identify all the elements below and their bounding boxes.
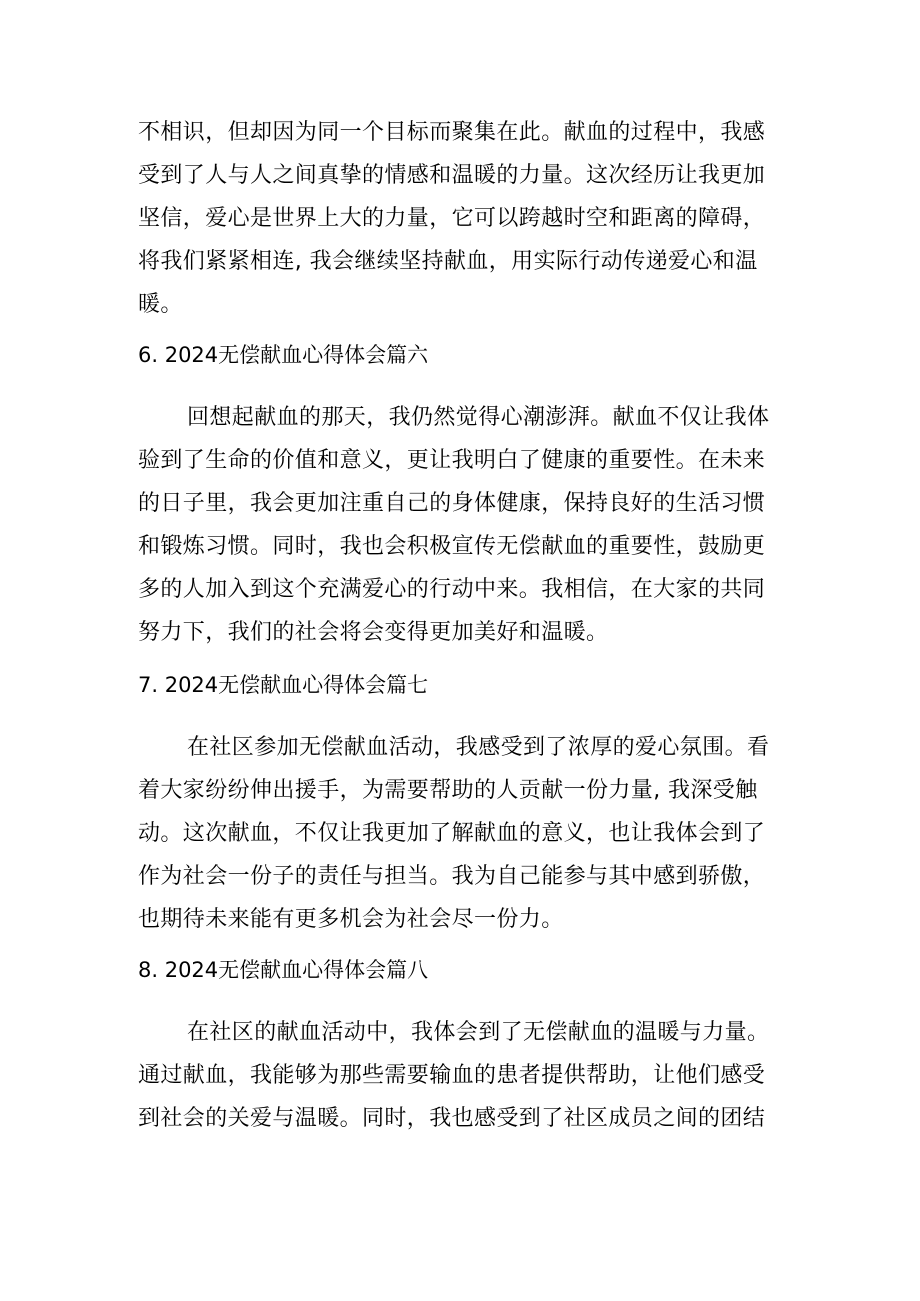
paragraph-line: 着大家纷纷伸出援手，为需要帮助的人贡献一份力量, 我深受触 (138, 778, 758, 803)
paragraph-line: 动。这次献血，不仅让我更加了解献血的意义，也让我体会到了 (138, 821, 766, 846)
paragraph-line: 坚信，爱心是世界上大的力量，它可以跨越时空和距离的障碍， (138, 206, 766, 231)
paragraph-line: 在社区的献血活动中，我体会到了无偿献血的温暖与力量。 (187, 1020, 770, 1045)
paragraph-line: 努力下，我们的社会将会变得更加美好和温暖。 (138, 620, 609, 645)
paragraph-line: 到社会的关爱与温暖。同时，我也感受到了社区成员之间的团结 (138, 1106, 766, 1131)
section-heading: 7. 2024无偿献血心得体会篇七 (138, 673, 429, 697)
section-heading: 8. 2024无偿献血心得体会篇八 (138, 958, 429, 982)
paragraph-line: 多的人加入到这个充满爱心的行动中来。我相信，在大家的共同 (138, 577, 766, 602)
paragraph-line: 受到了人与人之间真挚的情感和温暖的力量。这次经历让我更加 (138, 163, 766, 188)
paragraph-line: 验到了生命的价值和意义，更让我明白了健康的重要性。在未来 (138, 448, 766, 473)
paragraph-line: 回想起献血的那天，我仍然觉得心潮澎湃。献血不仅让我体 (187, 405, 770, 430)
paragraph-line: 不相识，但却因为同一个目标而聚集在此。献血的过程中，我感 (138, 120, 766, 145)
paragraph-line: 作为社会一份子的责任与担当。我为自己能参与其中感到骄傲， (138, 864, 766, 889)
section-heading: 6. 2024无偿献血心得体会篇六 (138, 343, 429, 367)
paragraph-line: 暖。 (138, 292, 183, 317)
paragraph-line: 的日子里，我会更加注重自己的身体健康，保持良好的生活习惯 (138, 491, 766, 516)
paragraph-line: 和锻炼习惯。同时，我也会积极宣传无偿献血的重要性，鼓励更 (138, 534, 766, 559)
paragraph-line: 在社区参加无偿献血活动，我感受到了浓厚的爱心氛围。看 (187, 735, 770, 760)
paragraph-line: 也期待未来能有更多机会为社会尽一份力。 (138, 907, 564, 932)
paragraph-line: 将我们紧紧相连, 我会继续坚持献血，用实际行动传递爱心和温 (138, 249, 758, 274)
paragraph-line: 通过献血，我能够为那些需要输血的患者提供帮助，让他们感受 (138, 1063, 766, 1088)
